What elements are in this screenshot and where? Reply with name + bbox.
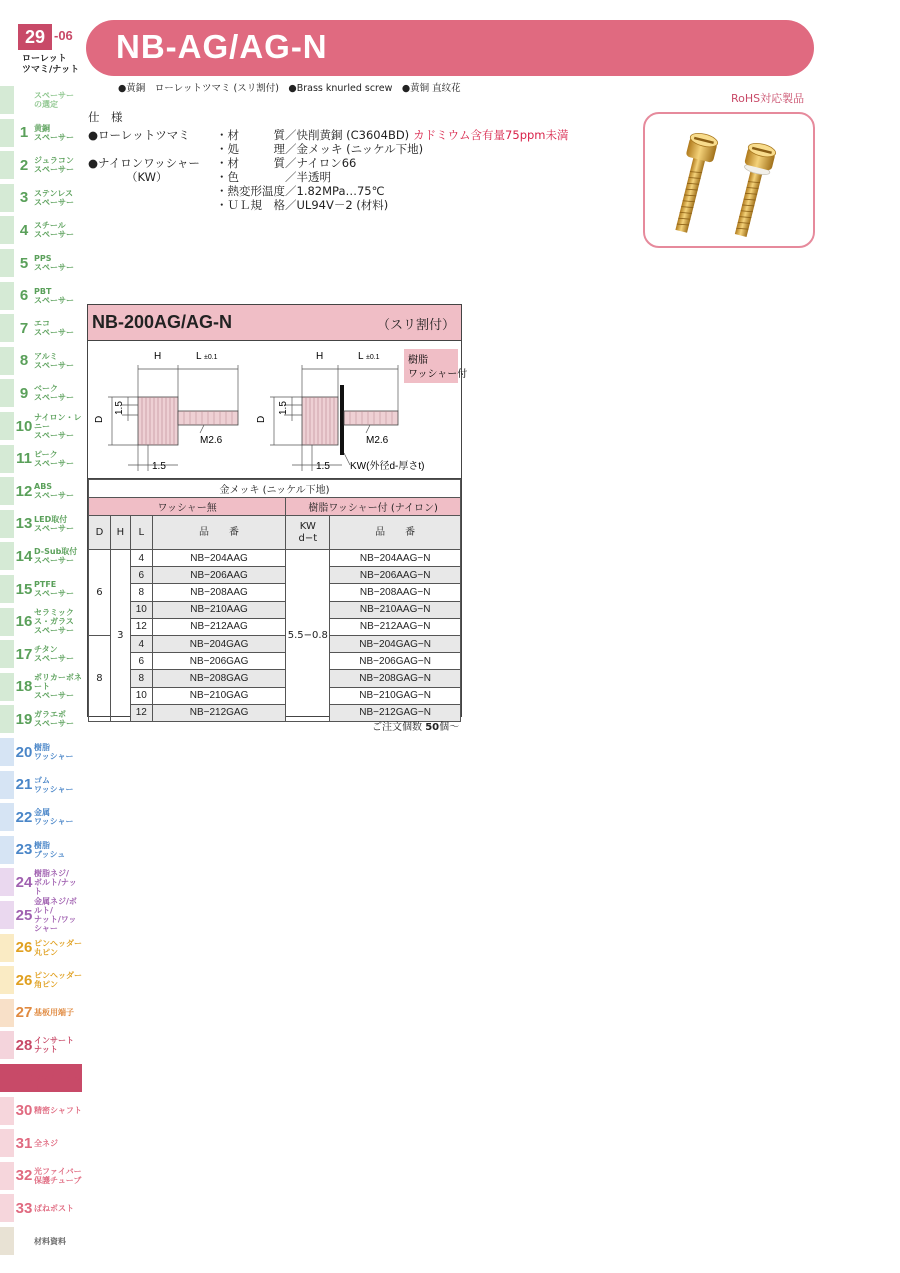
sidebar-item[interactable] [0, 510, 82, 538]
sidebar-item-number: 2 [19, 156, 29, 174]
sidebar-color-bar [0, 608, 14, 636]
sidebar-item-label: インサート ナット [34, 1036, 74, 1055]
spec-line-label: ・熱変形温度／ [216, 184, 297, 198]
cell-d: 6 [89, 550, 111, 636]
sidebar-item-number: 9 [19, 384, 29, 402]
dim-thread-right: M2.6 [366, 435, 389, 446]
sidebar-item-number: 23 [15, 841, 33, 859]
cell-part-number: NB−204AAG [152, 550, 286, 567]
sidebar-item[interactable] [0, 542, 82, 570]
sidebar-item-label: ピンヘッダー 角ピン [34, 971, 82, 990]
table-row [89, 584, 461, 601]
sidebar-item[interactable] [0, 771, 82, 799]
knurled-screw-image [645, 114, 813, 246]
sidebar-item[interactable] [0, 1194, 82, 1222]
cell-l: 10 [130, 687, 152, 704]
cell-kw: 5.5−0.8 [286, 550, 330, 722]
spec-line-value: 1.82MPa…75℃ [296, 184, 385, 198]
cell-l: 8 [130, 584, 152, 601]
dim-ltol-right: ±0.1 [366, 354, 380, 361]
sidebar-item[interactable] [0, 1162, 82, 1190]
cell-part-number-n: NB−206AAG−N [330, 567, 461, 584]
sidebar-item-label: 材料資料 [34, 1236, 66, 1246]
sidebar-item-label: PTFE スペーサー [34, 580, 74, 598]
sidebar-item[interactable] [0, 705, 82, 733]
sidebar-item-number: 16 [15, 613, 33, 631]
sidebar-item-number: 26 [15, 939, 33, 957]
sidebar-item-number: 6 [19, 287, 29, 305]
sidebar-item[interactable] [0, 216, 82, 244]
sidebar-item-label: ピーク スペーサー [34, 449, 74, 468]
sidebar-color-bar [0, 151, 14, 179]
cell-part-number: NB−210AAG [152, 601, 286, 618]
sidebar-color-bar [0, 86, 14, 114]
sidebar-item-number: 18 [15, 678, 33, 696]
sidebar-item-label: ピンヘッダー 丸ピン [34, 938, 82, 957]
cell-part-number-n: NB−212GAG−N [330, 704, 461, 721]
dim-l-left: L [196, 351, 202, 362]
sidebar-item[interactable] [0, 477, 82, 505]
spec-line-value: 金メッキ (ニッケル下地) [296, 142, 424, 156]
sidebar-item-label: ローレット ツマミ・ナット [34, 1064, 82, 1092]
spec-line-value: UL94V－2 (材料) [296, 198, 389, 212]
spec-line [216, 170, 331, 184]
sidebar-color-bar [0, 347, 14, 375]
cell-l: 12 [130, 704, 152, 721]
sidebar-item-label: 黄銅 スペーサー [34, 123, 74, 142]
sidebar-item-label: ばねポスト [34, 1203, 74, 1213]
sidebar-item[interactable] [0, 738, 82, 766]
sidebar-item-label: ベーク スペーサー [34, 384, 74, 403]
spec-knob-label: ●ローレットツマミ [88, 128, 190, 142]
spec-washer-label: ●ナイロンワッシャー [88, 156, 200, 170]
sidebar-color-bar [0, 119, 14, 147]
sidebar-color-bar [0, 705, 14, 733]
table-row [89, 635, 461, 652]
sidebar-color-bar [0, 216, 14, 244]
sidebar-color-bar [0, 966, 14, 994]
spec-line-value: 半透明 [296, 170, 331, 184]
sidebar-item[interactable] [0, 1064, 82, 1092]
sidebar-item-label: ガラエポ スペーサー [34, 710, 74, 729]
cell-part-number-n: NB−212AAG−N [330, 618, 461, 635]
sidebar-item[interactable] [0, 999, 82, 1027]
sidebar-item[interactable] [0, 1031, 82, 1059]
col-d: D [89, 516, 111, 550]
cell-h: 3 [110, 550, 130, 722]
sidebar-item[interactable] [0, 836, 82, 864]
sidebar-item-number: 3 [19, 189, 29, 207]
spec-line [216, 128, 569, 142]
sidebar-item-number: 31 [15, 1134, 33, 1152]
cell-part-number-n: NB−208AAG−N [330, 584, 461, 601]
table-row [89, 653, 461, 670]
col-l: L [130, 516, 152, 550]
sidebar-color-bar [0, 803, 14, 831]
page-title: NB-AG/AG-N [116, 28, 328, 65]
page-subtitle: ●黄銅 ローレットツマミ (スリ割付) ●Brass knurled screw ●黄铜 直纹花 [118, 83, 461, 94]
sidebar-color-bar [0, 282, 14, 310]
cell-part-number: NB−212AAG [152, 618, 286, 635]
sidebar-color-bar [0, 477, 14, 505]
sidebar-color-bar [0, 1031, 14, 1059]
sidebar-color-bar [0, 445, 14, 473]
spec-line-label: ・材 質／ [216, 128, 297, 142]
sidebar-item[interactable] [0, 608, 82, 636]
spec-heading: 仕 様 [88, 110, 123, 124]
sidebar-item[interactable] [0, 86, 82, 114]
sidebar-item[interactable] [0, 1097, 82, 1125]
sidebar-item-label: LED取付 スペーサー [34, 514, 74, 533]
washer-label-1: 樹脂 [408, 355, 428, 366]
sidebar-item[interactable] [0, 1129, 82, 1157]
cell-part-number: NB−208GAG [152, 670, 286, 687]
sidebar-item-label: D-Sub取付 スペーサー [34, 547, 78, 566]
sidebar-item[interactable] [0, 868, 82, 896]
dim-15a-left: 1.5 [114, 401, 125, 415]
sidebar-item[interactable] [0, 151, 82, 179]
sidebar-color-bar [0, 771, 14, 799]
sidebar-item[interactable] [0, 445, 82, 473]
sidebar-item[interactable] [0, 640, 82, 668]
cell-l: 10 [130, 601, 152, 618]
dim-d-left: D [94, 415, 105, 423]
spec-line-note: カドミウム含有量75ppm未満 [413, 128, 569, 142]
group-with-washer: 樹脂ワッシャー付 (ナイロン) [286, 498, 461, 516]
part-number-table [88, 479, 461, 722]
table-row [89, 687, 461, 704]
cell-part-number: NB−206AAG [152, 567, 286, 584]
cell-l: 8 [130, 670, 152, 687]
sidebar-item-number: 15 [15, 580, 33, 598]
sidebar-item-label: ジュラコン スペーサー [34, 156, 74, 175]
sidebar-item-label: チタン スペーサー [34, 645, 74, 664]
sidebar-item[interactable] [0, 673, 82, 701]
dim-l-right: L [358, 351, 364, 362]
sidebar-item-label: ステンレス スペーサー [34, 188, 74, 207]
table-row [89, 567, 461, 584]
sidebar-item-label: セラミックス・ガラス スペーサー [34, 608, 74, 636]
spec-line [216, 198, 388, 212]
cell-part-number-n: NB−210AAG−N [330, 601, 461, 618]
product-header [88, 305, 461, 341]
sidebar-color-bar [0, 1129, 14, 1157]
spec-line-label: ・材 質／ [216, 156, 297, 170]
sidebar-item[interactable] [0, 347, 82, 375]
sidebar-color-bar [0, 934, 14, 962]
sidebar-item-label: 金属ネジ/ボルト/ ナット/ワッシャー [34, 897, 77, 933]
sidebar-color-bar [0, 314, 14, 342]
sidebar-color-bar [0, 542, 14, 570]
sidebar-item-label: アルミ スペーサー [34, 351, 74, 370]
sidebar-item-number: 32 [15, 1167, 33, 1185]
sidebar-item[interactable] [0, 897, 82, 933]
sidebar-item-label: ポリカーボネート スペーサー [34, 673, 82, 701]
cell-l: 6 [130, 567, 152, 584]
cell-part-number: NB−206GAG [152, 653, 286, 670]
sidebar-item-label: ゴム ワッシャー [34, 775, 74, 794]
table-row [89, 670, 461, 687]
cell-part-number: NB−208AAG [152, 584, 286, 601]
dim-ltol-left: ±0.1 [204, 354, 218, 361]
page-subnumber: -06 [54, 28, 73, 43]
sidebar-item-number: 30 [15, 1102, 33, 1120]
sidebar-color-bar [0, 1194, 14, 1222]
sidebar-item-label: スチール スペーサー [34, 221, 74, 240]
plating-row: 金メッキ (ニッケル下地) [89, 480, 461, 498]
sidebar-item-label: 基板用端子 [34, 1008, 74, 1018]
sidebar-item-label: 精密シャフト [34, 1106, 82, 1116]
sidebar-item-number: 17 [15, 645, 33, 663]
sidebar-item-number: 29 [15, 1069, 33, 1087]
cell-part-number-n: NB−210GAG−N [330, 687, 461, 704]
washer-label-2: ワッシャー付 [408, 369, 468, 380]
cell-l: 6 [130, 653, 152, 670]
table-row [89, 618, 461, 635]
sidebar-item[interactable] [0, 184, 82, 212]
spec-line-label: ・ＵＬ規 格／ [216, 198, 297, 212]
sidebar-item[interactable] [0, 1227, 82, 1255]
dim-15b-right: 1.5 [316, 461, 330, 472]
sidebar-item[interactable] [0, 966, 82, 994]
sidebar-item-label: 全ネジ [34, 1138, 58, 1148]
dim-thread-left: M2.6 [200, 435, 223, 446]
product-section [87, 304, 468, 719]
minimum-order: ご注文個数 50個〜 [372, 722, 460, 733]
sidebar-item-label: PPS スペーサー [34, 254, 74, 272]
sidebar-item-number: 26 [15, 971, 33, 989]
col-part-number: 品 番 [152, 516, 286, 550]
sidebar-item-number: 14 [15, 547, 33, 565]
sidebar-item-number: 13 [15, 515, 33, 533]
col-part-number-n: 品 番 [330, 516, 461, 550]
sidebar-item-label: 光ファイバー 保護チューブ [34, 1166, 82, 1185]
spec-line [216, 184, 385, 198]
sidebar-color-bar [0, 1162, 14, 1190]
sidebar-color-bar [0, 901, 14, 929]
sidebar-item-number: 28 [15, 1036, 33, 1054]
rohs-badge: RoHS対応製品 [731, 92, 805, 105]
sidebar-color-bar [0, 673, 14, 701]
sidebar-item-label: 樹脂ネジ/ ボルト/ナット [34, 868, 77, 896]
sidebar-color-bar [0, 379, 14, 407]
sidebar-item-number: 21 [15, 776, 33, 794]
table-row [89, 550, 461, 567]
cell-l: 4 [130, 550, 152, 567]
product-photo [643, 112, 815, 248]
page-number: 29 [18, 24, 52, 50]
sidebar-item-number: 12 [15, 482, 33, 500]
table-row [89, 601, 461, 618]
cell-part-number-n: NB−206GAG−N [330, 653, 461, 670]
cell-l: 12 [130, 618, 152, 635]
sidebar-item-number: 5 [19, 254, 29, 272]
cell-part-number: NB−204GAG [152, 635, 286, 652]
sidebar-item-number: 24 [15, 873, 33, 891]
sidebar-item-number: 7 [19, 319, 29, 337]
sidebar-item[interactable] [0, 314, 82, 342]
cell-part-number: NB−212GAG [152, 704, 286, 721]
sidebar-item-label: 樹脂 ブッシュ [34, 840, 66, 859]
sidebar-item-number: 11 [16, 450, 32, 468]
sidebar-item[interactable] [0, 282, 82, 310]
cell-part-number-n: NB−208GAG−N [330, 670, 461, 687]
sidebar-item[interactable] [0, 934, 82, 962]
sidebar-color-bar [0, 836, 14, 864]
sidebar-item-label: エコ スペーサー [34, 319, 74, 338]
table-body [89, 550, 461, 722]
col-h: H [110, 516, 130, 550]
spec-line-label: ・色 ／ [216, 170, 297, 184]
sidebar-color-bar [0, 738, 14, 766]
cell-part-number-n: NB−204GAG−N [330, 635, 461, 652]
sidebar-item-number: 8 [19, 352, 29, 370]
dim-h-left: H [154, 351, 162, 362]
cell-part-number: NB−210GAG [152, 687, 286, 704]
dim-d-right: D [256, 415, 267, 423]
cell-part-number-n: NB−204AAG−N [330, 550, 461, 567]
sidebar-item-label: ABS スペーサー [34, 482, 74, 501]
title-banner [86, 20, 814, 76]
sidebar-item[interactable] [0, 379, 82, 407]
page-number-tag [14, 24, 80, 80]
kw-label: KW(外径d-厚さt) [350, 461, 425, 472]
product-code: NB-200AG/AG-N [92, 312, 233, 332]
sidebar-item[interactable] [0, 119, 82, 147]
spec-line [216, 156, 356, 170]
dim-h-right: H [316, 351, 324, 362]
sidebar-color-bar [0, 412, 14, 440]
sidebar-color-bar [0, 1227, 14, 1255]
sidebar-color-bar [0, 868, 14, 896]
sidebar-item-number: 19 [15, 710, 33, 728]
col-kw: KW d−t [286, 516, 330, 550]
sidebar-item-number: 33 [15, 1199, 33, 1217]
sidebar-item-label: PBT スペーサー [34, 286, 74, 305]
sidebar-item-number: 27 [15, 1004, 33, 1022]
sidebar-color-bar [0, 1064, 14, 1092]
spec-line [216, 142, 423, 156]
sidebar-color-bar [0, 640, 14, 668]
page-category: ローレット ツマミ/ナット [22, 54, 80, 75]
sidebar-item-label: 樹脂 ワッシャー [34, 743, 74, 761]
sidebar-color-bar [0, 1097, 14, 1125]
spec-line-value: ナイロン66 [296, 156, 357, 170]
sidebar-item-label: 金属 ワッシャー [34, 808, 74, 827]
sidebar-color-bar [0, 999, 14, 1027]
sidebar-item-label: スペーサー の選定 [34, 91, 74, 109]
dimension-drawing-svg [88, 341, 468, 478]
sidebar-item-number: 10 [15, 417, 33, 435]
spec-line-value: 快削黄銅 (C3604BD) [296, 128, 410, 142]
spec-line-label: ・処 理／ [216, 142, 297, 156]
sidebar-item-label: ナイロン・レニー スペーサー [34, 412, 82, 440]
dim-15a-right: 1.5 [278, 401, 289, 415]
sidebar-item-number: 1 [19, 124, 29, 142]
group-no-washer: ワッシャー無 [89, 498, 286, 516]
sidebar-color-bar [0, 184, 14, 212]
dimension-drawing [88, 341, 468, 479]
sidebar-color-bar [0, 249, 14, 277]
product-note: （スリ割付） [376, 318, 455, 333]
sidebar-item[interactable] [0, 803, 82, 831]
dim-15b-left: 1.5 [152, 461, 166, 472]
sidebar-color-bar [0, 575, 14, 603]
cell-d: 8 [89, 635, 111, 721]
sidebar [0, 0, 82, 1273]
sidebar-item-number: 22 [15, 808, 33, 826]
sidebar-color-bar [0, 510, 14, 538]
sidebar-item[interactable] [0, 249, 82, 277]
sidebar-item-number: 20 [15, 743, 33, 761]
cell-l: 4 [130, 635, 152, 652]
spec-washer-code: （KW） [126, 170, 168, 184]
sidebar-item[interactable] [0, 575, 82, 603]
sidebar-item-number: 25 [15, 906, 33, 924]
sidebar-item-number: 4 [19, 221, 29, 239]
sidebar-item[interactable] [0, 412, 82, 440]
